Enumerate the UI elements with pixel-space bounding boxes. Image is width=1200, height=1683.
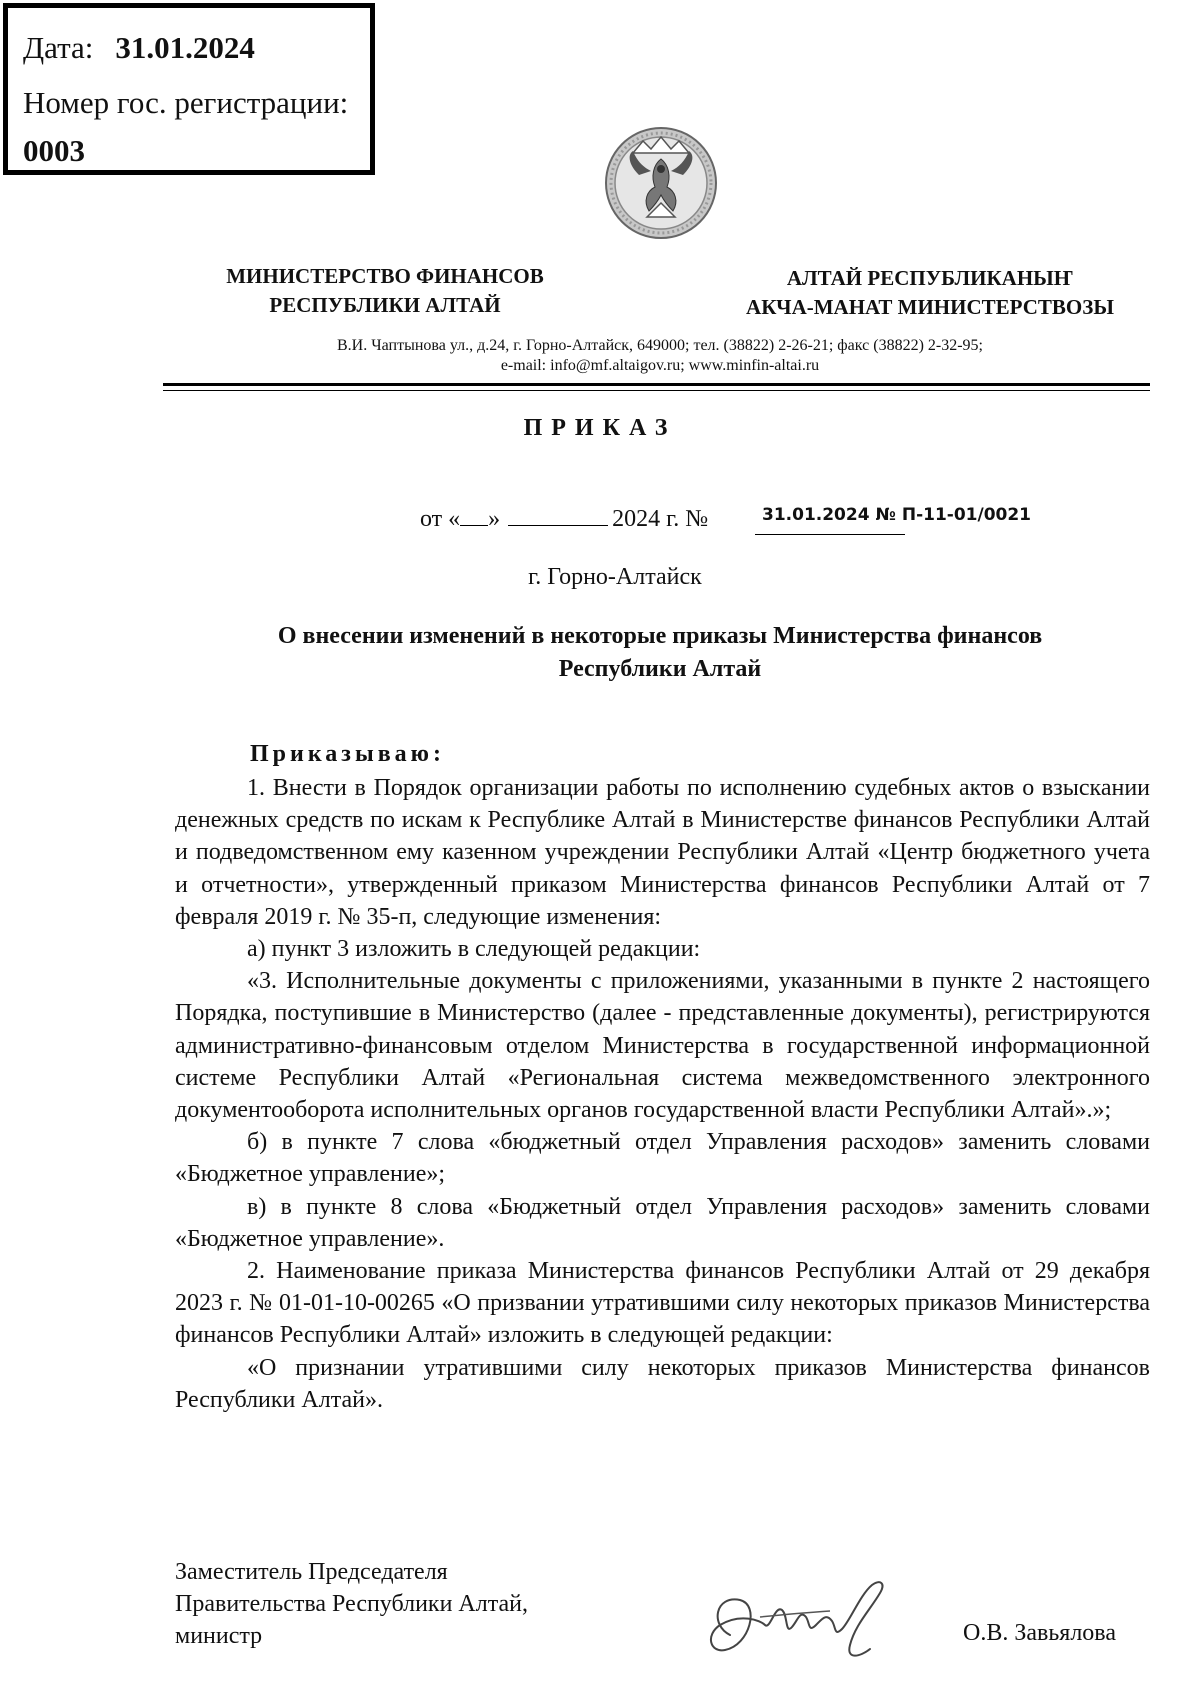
- registration-box: [3, 3, 375, 175]
- orders-heading: Приказываю:: [250, 741, 445, 767]
- ministry-name-altai: [730, 264, 1130, 322]
- date-mid: »: [488, 506, 501, 532]
- address-line2: e-mail: info@mf.altaigov.ru; www.minfin-altai.ru: [500, 357, 820, 374]
- ministry-name-altai-line1: АЛТАЙ РЕСПУБЛИКАНЫҤ: [786, 266, 1074, 290]
- date-prefix: от «: [420, 506, 461, 532]
- registration-date-label: Дата:: [23, 30, 94, 65]
- document-registration-number: 31.01.2024 № П-11-01/0021: [762, 505, 1032, 525]
- address-line1: В.И. Чаптынова ул., д.24, г. Горно-Алтайск, 649000; тел. (38822) 2-26-21; факс (38822) 2-32-95;: [337, 337, 983, 354]
- paragraph-1: 1. Внести в Порядок организации работы по исполнению судебных актов о взыскании денежных средств по искам к Республике Алтай в Министерстве финансов Республики Алтай и подведомственном ему казенном учреждении Республики Алтай «Центр бюджетного учета и отчетности», утвержденный приказом Министерства финансов Республики Алтай от 7 февраля 2019 г. № 35-п, следующие изменения:: [175, 775, 1150, 930]
- paragraph-1c: в) в пункте 8 слова «Бюджетный отдел Управления расходов» заменить словами «Бюджетное управление».: [175, 1193, 1150, 1252]
- paragraph-1b: б) в пункте 7 слова «бюджетный отдел Управления расходов» заменить словами «Бюджетное управление»;: [175, 1129, 1150, 1188]
- subject-line2: Республики Алтай: [558, 656, 762, 682]
- ministry-name-russian-line2: РЕСПУБЛИКИ АЛТАЙ: [269, 293, 501, 317]
- date-year: 2024 г. №: [612, 506, 709, 532]
- registration-date-value: 31.01.2024: [115, 30, 255, 65]
- signer-position-line1: Заместитель Председателя: [175, 1559, 448, 1585]
- ministry-name-russian-line1: МИНИСТЕРСТВО ФИНАНСОВ: [226, 264, 544, 288]
- paragraph-1a: а) пункт 3 изложить в следующей редакции:: [247, 936, 701, 963]
- paragraph-2: 2. Наименование приказа Министерства финансов Республики Алтай от 29 декабря 2023 г. № 01-01-10-00265 «О призвании утратившими силу некоторых приказов Министерства финансов Республики Алтай» изложить в следующей редакции:: [175, 1258, 1150, 1349]
- document-title: ПРИКАЗ: [523, 415, 677, 441]
- signer-name: О.В. Завьялова: [963, 1620, 1116, 1646]
- handwritten-signature: [690, 1565, 920, 1675]
- paragraph-1a-text: «3. Исполнительные документы с приложениями, указанными в пункте 2 настоящего Порядка, поступившие в Министерство (далее - представленные документы), регистрируются административно-финансовым отделом Министерства в государственной информационной системе Республики Алтай «Региональная система межведомственного электронного документооборота исполнительных органов государственной власти Республики Алтай».»;: [175, 968, 1150, 1124]
- subject-line1: О внесении изменений в некоторые приказы Министерства финансов: [277, 623, 1043, 649]
- paragraph-2-text: «О признании утратившими силу некоторых приказов Министерства финансов Республики Алтай».: [175, 1354, 1150, 1413]
- header-divider-thin: [163, 390, 1150, 391]
- document-subject: [160, 620, 1160, 686]
- month-blank: [508, 505, 608, 526]
- day-blank: [460, 505, 488, 526]
- ministry-address: [160, 336, 1160, 376]
- header-divider-thick: [163, 383, 1150, 386]
- document-city: г. Горно-Алтайск: [528, 564, 702, 590]
- signer-position-line2: Правительства Республики Алтай,: [175, 1591, 529, 1617]
- signer-position-line3: министр: [175, 1623, 263, 1649]
- ministry-name-altai-line2: АКЧА-МАНАТ МИНИСТЕРСТВОЗЫ: [746, 295, 1114, 319]
- document-body: [175, 772, 1150, 1416]
- document-date-line: [420, 505, 708, 533]
- registration-number-value: 0003: [23, 133, 85, 168]
- registration-date-line: [23, 30, 255, 66]
- registration-number-label: Номер гос. регистрации:: [23, 85, 349, 120]
- coat-of-arms-emblem: [603, 125, 719, 241]
- ministry-name-russian: [195, 262, 575, 320]
- signer-position: [175, 1556, 528, 1652]
